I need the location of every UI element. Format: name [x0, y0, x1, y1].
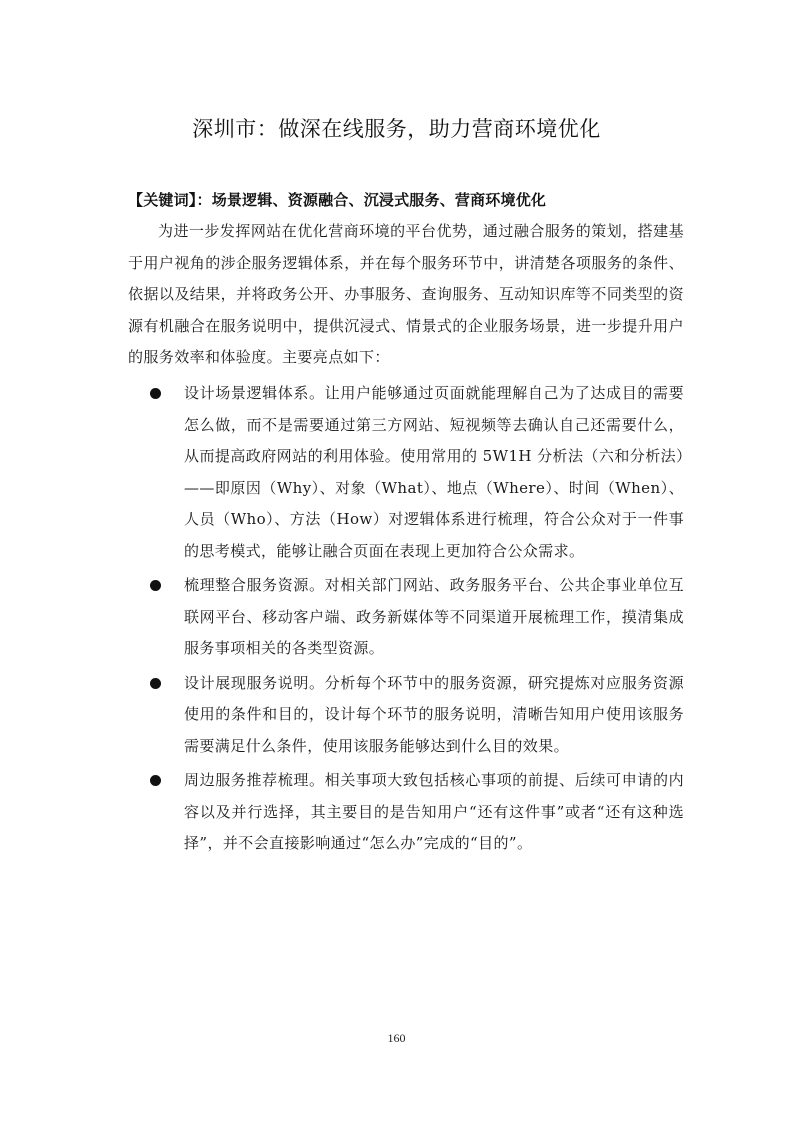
list-item	[150, 570, 684, 665]
list-item	[150, 668, 684, 763]
list-item-text: 设计场景逻辑体系。让用户能够通过页面就能理解自己为了达成目的需要怎么做，而不是需要通过第三方网站、短视频等去确认自己还需要什么，从而提高政府网站的利用体验。使用常用的 5W1H 分析法（六和分析法）——即原因（Why）、对象（What）、地点（Where）、时间（When）、人员（Who）、方法（How）对逻辑体系进行梳理，符合公众对于一件事的思考模式，能够让融合页面在表现上更加符合公众需求。	[184, 384, 684, 560]
bullet-dot-icon	[150, 388, 161, 399]
list-item-text: 周边服务推荐梳理。相关事项大致包括核心事项的前提、后续可申请的内容以及并行选择，其主要目的是告知用户“还有这件事”或者“还有这种选择”，并不会直接影响通过“怎么办”完成的“目的”。	[184, 771, 684, 852]
list-item	[150, 765, 684, 860]
list-item-text: 梳理整合服务资源。对相关部门网站、政务服务平台、公共企事业单位互联网平台、移动客户端、政务新媒体等不同渠道开展梳理工作，摸清集成服务事项相关的各类型资源。	[184, 576, 684, 657]
bullet-dot-icon	[150, 775, 161, 786]
bullet-dot-icon	[150, 580, 161, 591]
bullet-dot-icon	[150, 678, 161, 689]
list-item	[150, 378, 684, 567]
highlights-list	[150, 378, 684, 863]
page-title: 深圳市：做深在线服务，助力营商环境优化	[192, 117, 601, 141]
keywords-line: 【关键词】：场景逻辑、资源融合、沉浸式服务、营商环境优化	[128, 191, 547, 209]
list-item-text: 设计展现服务说明。分析每个环节中的服务资源，研究提炼对应服务资源使用的条件和目的，设计每个环节的服务说明，清晰告知用户使用该服务需要满足什么条件，使用该服务能够达到什么目的效果。	[184, 673, 684, 755]
intro-paragraph: 为进一步发挥网站在优化营商环境的平台优势，通过融合服务的策划，搭建基于用户视角的涉企服务逻辑体系，并在每个服务环节中，讲清楚各项服务的条件、依据以及结果，并将政务公开、办事服务、查询服务、互动知识库等不同类型的资源有机融合在服务说明中，提供沉浸式、情景式的企业服务场景，进一步提升用户的服务效率和体验度。主要亮点如下：	[128, 222, 684, 366]
page-number: 160	[387, 1031, 406, 1045]
